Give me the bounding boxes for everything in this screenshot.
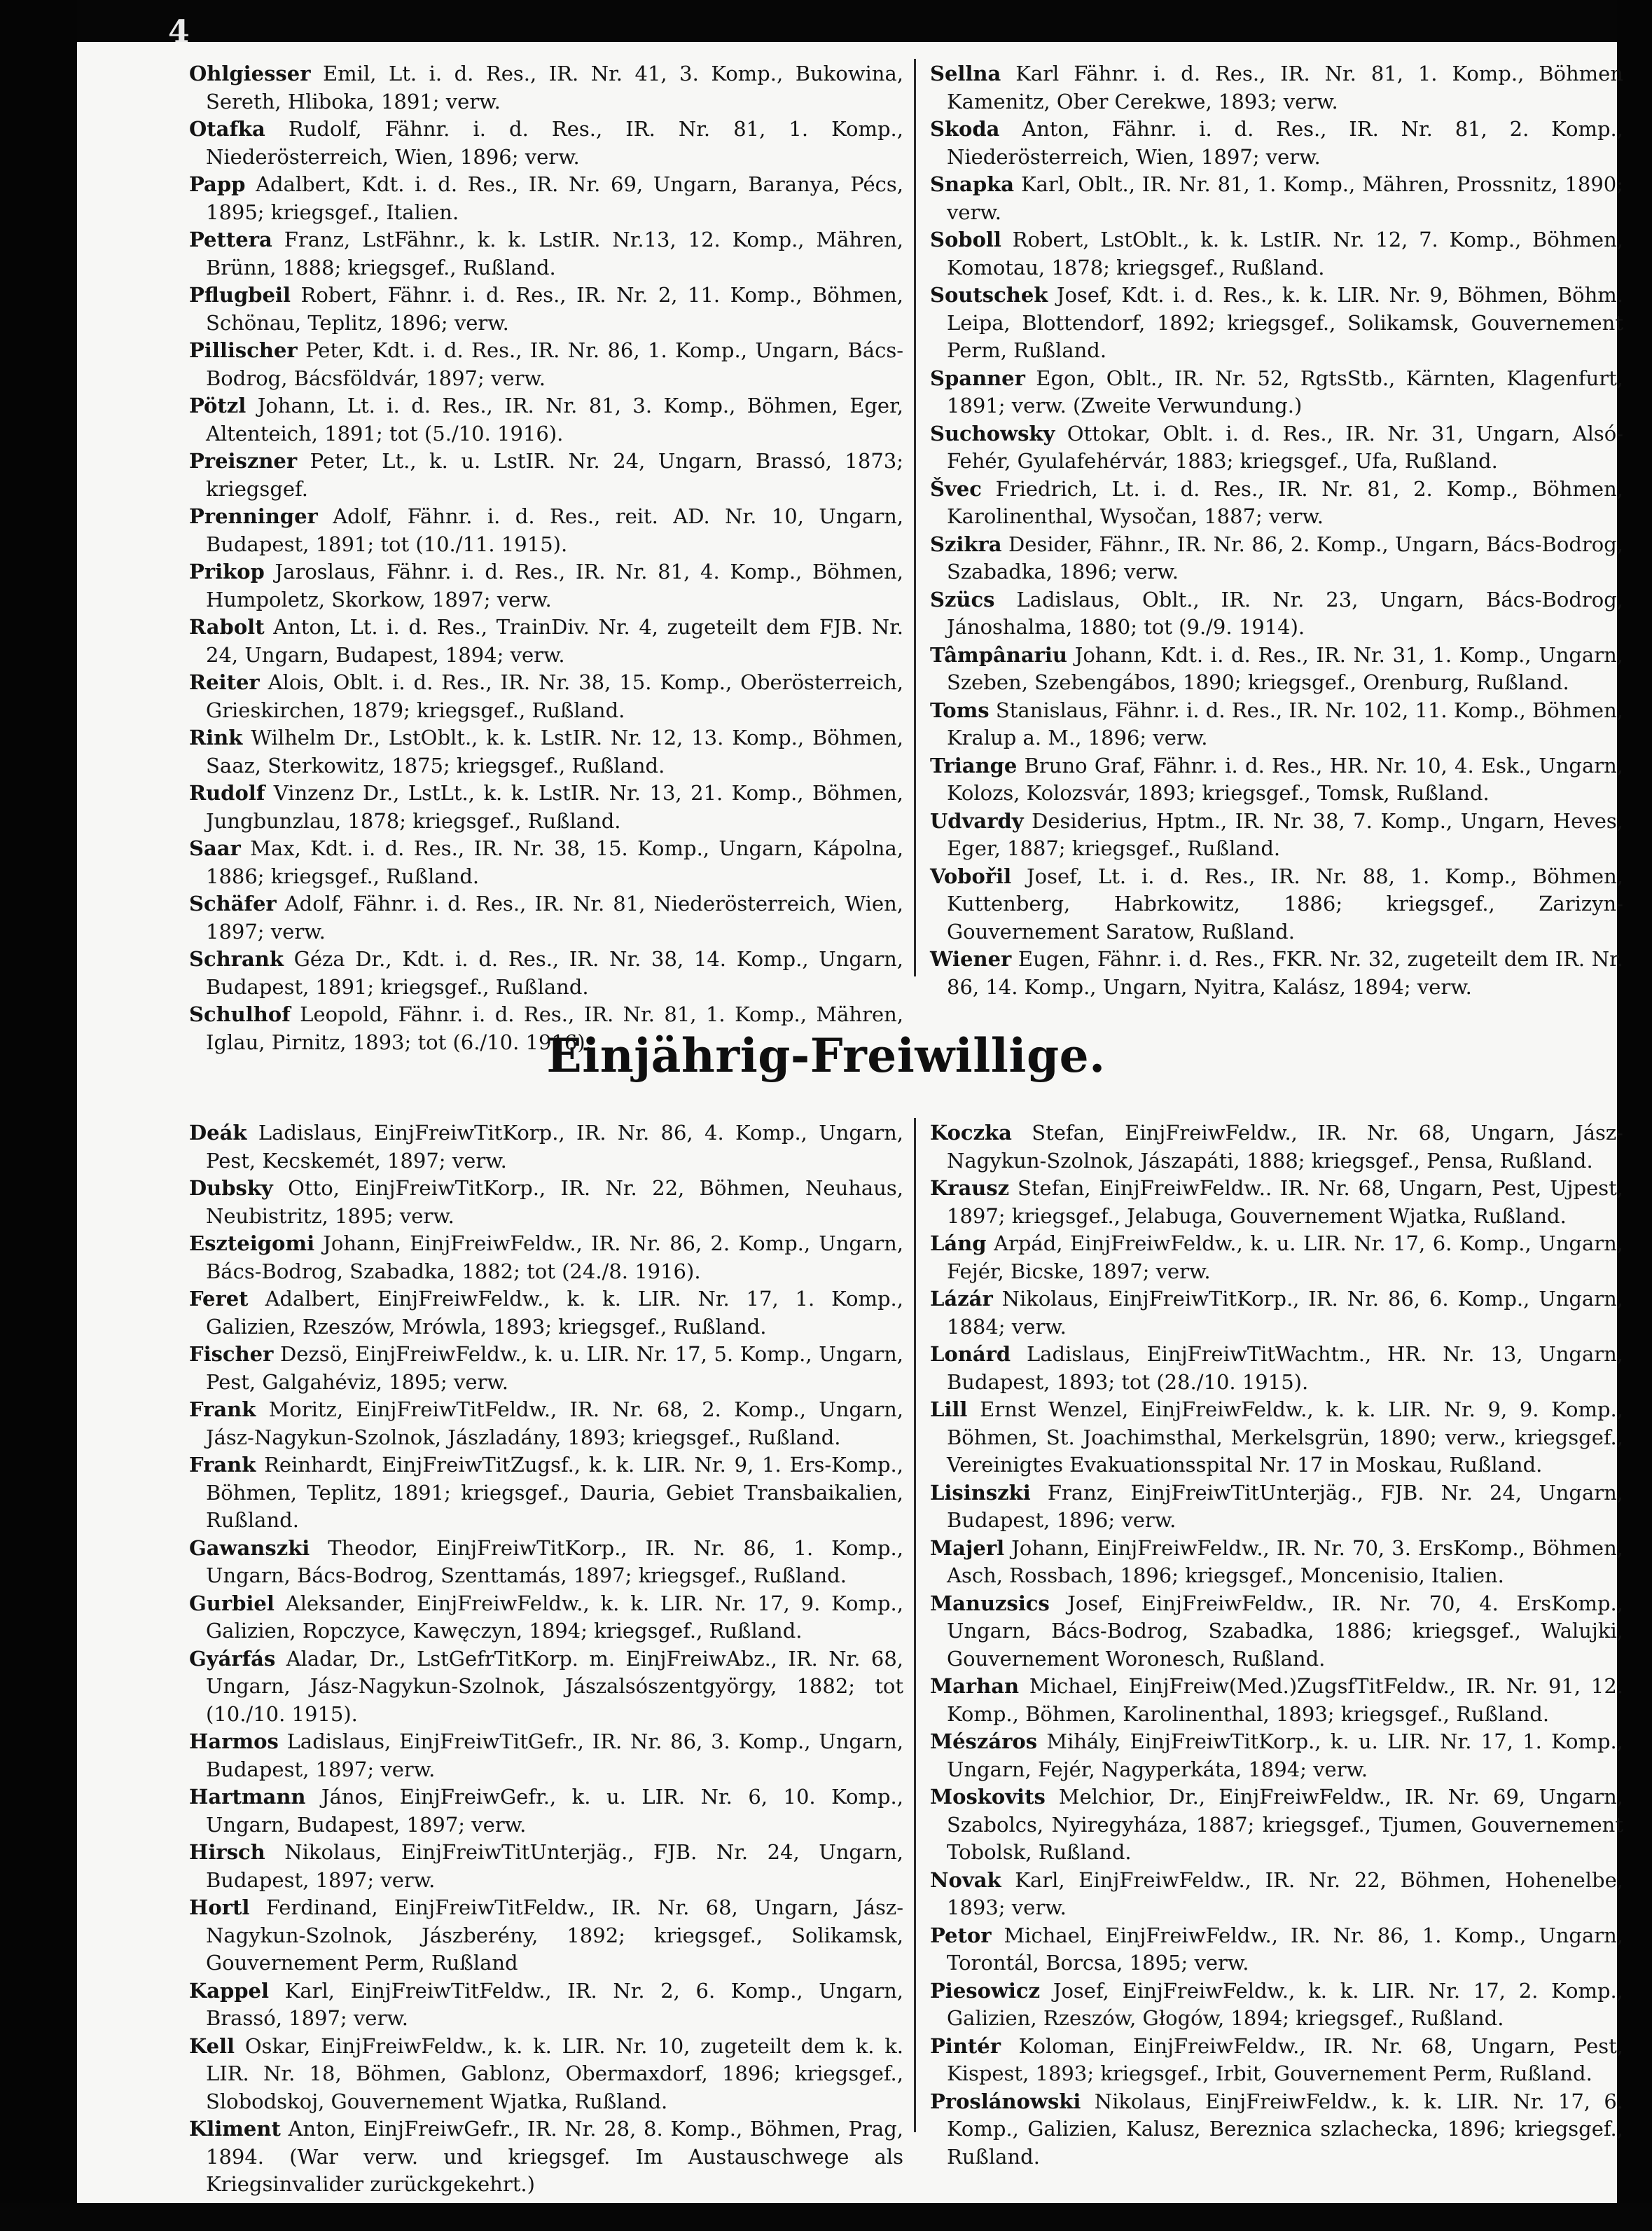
list-entry: [189, 448, 903, 503]
list-entry: [189, 226, 903, 282]
list-entry: [930, 420, 1623, 476]
entry-surname: Novak: [930, 1867, 1001, 1892]
list-entry: [189, 1728, 903, 1783]
entry-surname: Dubsky: [189, 1176, 273, 1200]
entry-surname: Pflugbeil: [189, 283, 291, 307]
entry-details: Karl, EinjFreiwFeldw., IR. Nr. 22, Böhmen, Hohenelbe, 1893; verw.: [947, 1867, 1623, 1919]
list-entry: [930, 1977, 1623, 2033]
list-entry: [930, 2033, 1623, 2088]
entry-details: Nikolaus, EinjFreiwTitKorp., IR. Nr. 86, 6. Komp., Ungarn, 1884; verw.: [947, 1287, 1623, 1339]
entry-details: Peter, Lt., k. u. LstIR. Nr. 24, Ungarn, Brassó, 1873; kriegsgef.: [206, 449, 903, 501]
entry-surname: Pintér: [930, 2033, 1001, 2058]
entry-details: Anton, EinjFreiwGefr., IR. Nr. 28, 8. Komp., Böhmen, Prag, 1894. (War verw. und kriegsgef. Im Austauschwege als Kriegsinvalider zurückgekehrt.): [206, 2117, 903, 2196]
list-entry: [189, 1285, 903, 1341]
entry-details: Robert, Fähnr. i. d. Res., IR. Nr. 2, 11. Komp., Böhmen, Schönau, Teplitz, 1896; verw.: [206, 283, 903, 335]
list-entry: [930, 1479, 1623, 1535]
entry-details: Max, Kdt. i. d. Res., IR. Nr. 38, 15. Komp., Ungarn, Kápolna, 1886; kriegsgef., Rußland.: [206, 836, 903, 888]
entry-surname: Frank: [189, 1397, 256, 1421]
entry-surname: Rink: [189, 726, 243, 750]
list-entry: [189, 1119, 903, 1175]
list-entry: [930, 1728, 1623, 1783]
volunteer-list-left-column: [189, 1119, 903, 2199]
list-entry: [189, 946, 903, 1001]
list-entry: [189, 724, 903, 780]
list-entry: [189, 614, 903, 669]
entry-details: Michael, EinjFreiw(Med.)ZugsfTitFeldw., IR. Nr. 91, 12. Komp., Böhmen, Karolinenthal, 1893; kriegsgef., Rußland.: [947, 1674, 1623, 1726]
entry-details: Karl, Oblt., IR. Nr. 81, 1. Komp., Mähren, Prossnitz, 1890; verw.: [947, 172, 1623, 224]
entry-surname: Marhan: [930, 1674, 1020, 1698]
entry-surname: Hirsch: [189, 1840, 265, 1864]
entry-surname: Kell: [189, 2033, 235, 2058]
entry-details: Emil, Lt. i. d. Res., IR. Nr. 41, 3. Komp., Bukowina, Sereth, Hliboka, 1891; verw.: [206, 62, 903, 113]
list-entry: [930, 171, 1623, 226]
entry-details: Vinzenz Dr., LstLt., k. k. LstIR. Nr. 13, 21. Komp., Böhmen, Jungbunzlau, 1878; kriegsgef., Rußland.: [206, 781, 903, 833]
entry-details: Adolf, Fähnr. i. d. Res., IR. Nr. 81, Niederösterreich, Wien, 1897; verw.: [206, 892, 903, 944]
entry-details: Moritz, EinjFreiwTitFeldw., IR. Nr. 68, 2. Komp., Ungarn, Jász-Nagykun-Szolnok, Jászladány, 1893; kriegsgef., Rußland.: [206, 1397, 903, 1449]
list-entry: [930, 1230, 1623, 1285]
list-entry: [189, 1175, 903, 1230]
entry-details: Koloman, EinjFreiwFeldw., IR. Nr. 68, Ungarn, Pest, Kispest, 1893; kriegsgef., Irbit, Gouvernement Perm, Rußland.: [947, 2033, 1623, 2085]
entry-details: Rudolf, Fähnr. i. d. Res., IR. Nr. 81, 1. Komp., Niederösterreich, Wien, 1896; verw.: [206, 117, 903, 169]
entry-surname: Snapka: [930, 172, 1014, 196]
entry-surname: Majerl: [930, 1535, 1005, 1560]
entry-surname: Szikra: [930, 532, 1002, 556]
entry-details: Anton, Fähnr. i. d. Res., IR. Nr. 81, 2. Komp., Niederösterreich, Wien, 1897; verw.: [947, 117, 1623, 169]
list-entry: [930, 1535, 1623, 1590]
entry-details: Ladislaus, EinjFreiwTitGefr., IR. Nr. 86, 3. Komp., Ungarn, Budapest, 1897; verw.: [206, 1729, 903, 1781]
entry-details: Adalbert, EinjFreiwFeldw., k. k. LIR. Nr. 17, 1. Komp., Galizien, Rzeszów, Mrówla, 1893; kriegsgef., Rußland.: [206, 1287, 903, 1339]
list-entry: [930, 946, 1623, 1001]
entry-surname: Rudolf: [189, 781, 265, 805]
list-entry: [930, 1396, 1623, 1479]
entry-surname: Triange: [930, 753, 1018, 778]
scan-border-left: [0, 0, 77, 2231]
entry-details: Stanislaus, Fähnr. i. d. Res., IR. Nr. 102, 11. Komp., Böhmen, Kralup a. M., 1896; verw.: [947, 698, 1623, 750]
entry-details: Nikolaus, EinjFreiwTitUnterjäg., FJB. Nr. 24, Ungarn, Budapest, 1897; verw.: [206, 1840, 903, 1892]
list-entry: [189, 1894, 903, 1977]
list-entry: [189, 337, 903, 392]
list-entry: [930, 697, 1623, 752]
entry-details: Nikolaus, EinjFreiwFeldw., k. k. LIR. Nr. 17, 6. Komp., Galizien, Kalusz, Bereznica szlachecka, 1896; kriegsgef., Rußland.: [947, 2089, 1623, 2169]
list-entry: [189, 1341, 903, 1396]
entry-surname: Pillischer: [189, 338, 298, 362]
entry-surname: Vobořil: [930, 864, 1012, 888]
entry-surname: Preiszner: [189, 449, 298, 473]
entry-details: Franz, EinjFreiwTitUnterjäg., FJB. Nr. 24, Ungarn, Budapest, 1896; verw.: [947, 1480, 1623, 1532]
entry-surname: Schrank: [189, 947, 284, 971]
entry-details: Stefan, EinjFreiwFeldw.. IR. Nr. 68, Ungarn, Pest, Ujpest, 1897; kriegsgef., Jelabuga, Gouvernement Wjatka, Rußland.: [947, 1176, 1623, 1228]
list-entry: [189, 780, 903, 835]
entry-surname: Schäfer: [189, 892, 277, 916]
list-entry: [189, 116, 903, 171]
entry-surname: Udvardy: [930, 808, 1024, 833]
page-number: 4: [168, 14, 190, 50]
list-entry: [930, 1119, 1623, 1175]
list-entry: [930, 1867, 1623, 1922]
entry-details: Friedrich, Lt. i. d. Res., IR. Nr. 81, 2. Komp., Böhmen, Karolinenthal, Wysočan, 1887; verw.: [947, 476, 1623, 528]
entry-surname: Pötzl: [189, 394, 247, 417]
entry-details: Oskar, EinjFreiwFeldw., k. k. LIR. Nr. 10, zugeteilt dem k. k. LIR. Nr. 18, Böhmen, Gablonz, Obermaxdorf, 1896; kriegsgef., Slobodskoj, Gouvernement Wjatka, Rußland.: [206, 2033, 903, 2113]
entry-surname: Sellna: [930, 62, 1001, 85]
list-entry: [189, 669, 903, 724]
entry-details: Franz, LstFähnr., k. k. LstIR. Nr.13, 12. Komp., Mähren, Brünn, 1888; kriegsgef., Rußland.: [206, 228, 903, 279]
entry-surname: Lisinszki: [930, 1480, 1031, 1505]
list-entry: [930, 226, 1623, 282]
list-entry: [930, 586, 1623, 642]
entry-surname: Krausz: [930, 1176, 1010, 1200]
entry-surname: Spanner: [930, 366, 1025, 390]
list-entry: [930, 1590, 1623, 1673]
entry-details: Aleksander, EinjFreiwFeldw., k. k. LIR. Nr. 17, 9. Komp., Galizien, Ropczyce, Kawęczyn, 1894; kriegsgef., Rußland.: [206, 1591, 903, 1643]
entry-surname: Lill: [930, 1397, 968, 1421]
entry-details: Karl Fähnr. i. d. Res., IR. Nr. 81, 1. Komp., Böhmen Kamenitz, Ober Cerekwe, 1893; verw.: [947, 62, 1623, 113]
list-entry: [930, 1673, 1623, 1728]
entry-details: Desiderius, Hptm., IR. Nr. 38, 7. Komp., Ungarn, Heves, Eger, 1887; kriegsgef., Rußland.: [947, 808, 1623, 860]
entry-surname: Gawanszki: [189, 1535, 310, 1560]
entry-surname: Ohlgiesser: [189, 62, 311, 85]
list-entry: [930, 863, 1623, 946]
entry-details: Johann, Kdt. i. d. Res., IR. Nr. 31, 1. Komp., Ungarn, Szeben, Szebengábos, 1890; kriegsgef., Orenburg, Rußland.: [947, 642, 1623, 694]
entry-surname: Pettera: [189, 228, 272, 251]
entry-details: Josef, EinjFreiwFeldw., IR. Nr. 70, 4. ErsKomp., Ungarn, Bács-Bodrog, Szabadka, 1886; kriegsgef., Walujki, Gouvernement Woronesch, Rußland.: [947, 1591, 1623, 1671]
entry-details: Bruno Graf, Fähnr. i. d. Res., HR. Nr. 10, 4. Esk., Ungarn, Kolozs, Kolozsvár, 1893; kriegsgef., Tomsk, Rußland.: [947, 753, 1623, 805]
list-entry: [189, 1977, 903, 2033]
list-entry: [930, 116, 1623, 171]
entry-details: Robert, LstOblt., k. k. LstIR. Nr. 12, 7. Komp., Böhmen, Komotau, 1878; kriegsgef., Rußland.: [947, 228, 1623, 279]
entry-surname: Kappel: [189, 1978, 270, 2003]
section-heading: Einjährig-Freiwillige.: [546, 1028, 1106, 1083]
entry-details: Anton, Lt. i. d. Res., TrainDiv. Nr. 4, zugeteilt dem FJB. Nr. 24, Ungarn, Budapest, 1894; verw.: [206, 615, 903, 667]
entry-surname: Skoda: [930, 117, 1000, 141]
entry-surname: Feret: [189, 1287, 249, 1311]
entry-surname: Gyárfás: [189, 1646, 276, 1671]
list-entry: [930, 808, 1623, 863]
entry-surname: Petor: [930, 1923, 992, 1947]
entry-details: Ernst Wenzel, EinjFreiwFeldw., k. k. LIR. Nr. 9, 9. Komp., Böhmen, St. Joachimsthal, Merkelsgrün, 1890; verw., kriegsgef., Vereinigtes Evakuationsspital Nr. 17 in Moskau, Rußland.: [947, 1397, 1623, 1477]
list-entry: [189, 282, 903, 337]
entry-surname: Fischer: [189, 1342, 274, 1366]
entry-surname: Papp: [189, 172, 246, 196]
entry-surname: Reiter: [189, 670, 260, 694]
entry-details: Peter, Kdt. i. d. Res., IR. Nr. 86, 1. Komp., Ungarn, Bács-Bodrog, Bácsföldvár, 1897; verw.: [206, 338, 903, 390]
column-divider-top: [914, 59, 916, 976]
entry-surname: Schulhof: [189, 1002, 291, 1026]
list-entry: [930, 282, 1623, 365]
entry-surname: Wiener: [930, 947, 1012, 971]
list-entry: [930, 531, 1623, 586]
list-entry: [189, 1396, 903, 1451]
list-entry: [189, 1839, 903, 1894]
entry-details: Eugen, Fähnr. i. d. Res., FKR. Nr. 32, zugeteilt dem IR. Nr. 86, 14. Komp., Ungarn, Nyitra, Kalász, 1894; verw.: [947, 947, 1623, 999]
entry-surname: Szücs: [930, 587, 995, 612]
entry-surname: Hartmann: [189, 1785, 306, 1809]
list-entry: [930, 2088, 1623, 2171]
entry-surname: Hortl: [189, 1895, 250, 1919]
entry-surname: Tâmpânariu: [930, 642, 1068, 667]
entry-details: Aladar, Dr., LstGefrTitKorp. m. EinjFreiwAbz., IR. Nr. 68, Ungarn, Jász-Nagykun-Szolnok, Jászalsószentgyörgy, 1882; tot (10./10. 1915).: [206, 1646, 903, 1726]
entry-details: Egon, Oblt., IR. Nr. 52, RgtsStb., Kärnten, Klagenfurt, 1891; verw. (Zweite Verwundung.): [947, 366, 1623, 417]
entry-details: Ladislaus, EinjFreiwTitWachtm., HR. Nr. 13, Ungarn, Budapest, 1893; tot (28./10. 1915).: [947, 1342, 1623, 1394]
entry-details: Ladislaus, Oblt., IR. Nr. 23, Ungarn, Bács-Bodrog, Jánoshalma, 1880; tot (9./9. 1914).: [947, 587, 1623, 639]
entry-details: Josef, Lt. i. d. Res., IR. Nr. 88, 1. Komp., Böhmen, Kuttenberg, Habrkowitz, 1886; kriegsgef., Zarizyn-Gouvernement Saratow, Rußland.: [947, 864, 1623, 944]
entry-details: János, EinjFreiwGefr., k. u. LIR. Nr. 6, 10. Komp., Ungarn, Budapest, 1897; verw.: [206, 1785, 903, 1837]
entry-details: Arpád, EinjFreiwFeldw., k. u. LIR. Nr. 17, 6. Komp., Ungarn, Fejér, Bicske, 1897; verw.: [947, 1231, 1623, 1283]
list-entry: [189, 60, 903, 116]
entry-surname: Kliment: [189, 2117, 281, 2141]
entry-details: Theodor, EinjFreiwTitKorp., IR. Nr. 86, 1. Komp., Ungarn, Bács-Bodrog, Szenttamás, 1897; kriegsgef., Rußland.: [206, 1535, 903, 1587]
entry-surname: Deák: [189, 1121, 247, 1145]
list-entry: [930, 1783, 1623, 1867]
entry-details: Michael, EinjFreiwFeldw., IR. Nr. 86, 1. Komp., Ungarn, Torontál, Borcsa, 1895; verw.: [947, 1923, 1623, 1975]
entry-surname: Otafka: [189, 117, 265, 141]
list-entry: [930, 752, 1623, 808]
entry-surname: Gurbiel: [189, 1591, 275, 1615]
list-entry: [189, 835, 903, 890]
list-entry: [189, 392, 903, 448]
entry-details: Ottokar, Oblt. i. d. Res., IR. Nr. 31, Ungarn, Alsó-Fehér, Gyulafehérvár, 1883; kriegsgef., Ufa, Rußland.: [947, 421, 1623, 473]
list-entry: [930, 1341, 1623, 1396]
entry-details: Adolf, Fähnr. i. d. Res., reit. AD. Nr. 10, Ungarn, Budapest, 1891; tot (10./11. 1915).: [206, 504, 903, 556]
entry-details: Johann, EinjFreiwFeldw., IR. Nr. 70, 3. ErsKomp., Böhmen, Asch, Rossbach, 1896; kriegsgef., Moncenisio, Italien.: [947, 1535, 1623, 1587]
entry-details: Josef, Kdt. i. d. Res., k. k. LIR. Nr. 9, Böhmen, Böhm. Leipa, Blottendorf, 1892; kriegsgef., Solikamsk, Gouvernement Perm, Rußland.: [947, 283, 1623, 362]
entry-surname: Mészáros: [930, 1729, 1038, 1753]
entry-surname: Prikop: [189, 560, 265, 583]
entry-details: Ladislaus, EinjFreiwTitKorp., IR. Nr. 86, 4. Komp., Ungarn, Pest, Kecskemét, 1897; verw.: [206, 1121, 903, 1173]
list-entry: [189, 171, 903, 226]
entry-surname: Lonárd: [930, 1342, 1011, 1366]
entry-surname: Soboll: [930, 228, 1001, 251]
list-entry: [930, 476, 1623, 531]
entry-surname: Eszteigomi: [189, 1231, 315, 1255]
list-entry: [930, 1285, 1623, 1341]
list-entry: [189, 1451, 903, 1535]
entry-details: Ferdinand, EinjFreiwTitFeldw., IR. Nr. 68, Ungarn, Jász-Nagykun-Szolnok, Jászberény, 1892; kriegsgef., Solikamsk, Gouvernement Perm, Rußland: [206, 1895, 903, 1975]
entry-surname: Saar: [189, 836, 241, 860]
list-entry: [930, 365, 1623, 420]
entry-surname: Soutschek: [930, 283, 1048, 307]
officer-list-right-column: [930, 60, 1623, 1001]
list-entry: [189, 1590, 903, 1645]
list-entry: [189, 503, 903, 558]
list-entry: [189, 1783, 903, 1839]
entry-surname: Toms: [930, 698, 990, 722]
entry-surname: Rabolt: [189, 615, 265, 639]
list-entry: [189, 2115, 903, 2199]
list-entry: [189, 890, 903, 946]
entry-details: Otto, EinjFreiwTitKorp., IR. Nr. 22, Böhmen, Neuhaus, Neubistritz, 1895; verw.: [206, 1176, 903, 1228]
entry-details: Mihály, EinjFreiwTitKorp., k. u. LIR. Nr. 17, 1. Komp., Ungarn, Fejér, Nagyperkáta, 1894; verw.: [947, 1729, 1623, 1781]
entry-details: Alois, Oblt. i. d. Res., IR. Nr. 38, 15. Komp., Oberösterreich, Grieskirchen, 1879; kriegsgef., Rußland.: [206, 670, 903, 722]
entry-details: Géza Dr., Kdt. i. d. Res., IR. Nr. 38, 14. Komp., Ungarn, Budapest, 1891; kriegsgef., Rußland.: [206, 947, 903, 999]
entry-surname: Láng: [930, 1231, 987, 1255]
entry-details: Johann, Lt. i. d. Res., IR. Nr. 81, 3. Komp., Böhmen, Eger, Altenteich, 1891; tot (5./10. 1916).: [206, 394, 903, 445]
volunteer-list-right-column: [930, 1119, 1623, 2171]
entry-surname: Proslánowski: [930, 2089, 1081, 2113]
entry-surname: Lázár: [930, 1287, 993, 1311]
entry-details: Dezsö, EinjFreiwFeldw., k. u. LIR. Nr. 17, 5. Komp., Ungarn, Pest, Galgahéviz, 1895; verw.: [206, 1342, 903, 1394]
entry-details: Josef, EinjFreiwFeldw., k. k. LIR. Nr. 17, 2. Komp., Galizien, Rzeszów, Głogów, 1894; kriegsgef., Rußland.: [947, 1978, 1623, 2030]
list-entry: [930, 60, 1623, 116]
entry-surname: Moskovits: [930, 1785, 1046, 1809]
entry-surname: Prenninger: [189, 504, 318, 528]
entry-surname: Frank: [189, 1453, 256, 1477]
entry-surname: Suchowsky: [930, 421, 1055, 445]
column-divider-bottom: [914, 1118, 916, 2132]
list-entry: [930, 1175, 1623, 1230]
entry-surname: Piesowicz: [930, 1978, 1041, 2003]
entry-details: Stefan, EinjFreiwFeldw., IR. Nr. 68, Ungarn, Jász-Nagykun-Szolnok, Jászapáti, 1888; kriegsgef., Pensa, Rußland.: [947, 1121, 1623, 1173]
entry-surname: Manuzsics: [930, 1591, 1050, 1615]
entry-details: Adalbert, Kdt. i. d. Res., IR. Nr. 69, Ungarn, Baranya, Pécs, 1895; kriegsgef., Italien.: [206, 172, 903, 224]
officer-list-left-column: [189, 60, 903, 1056]
entry-details: Reinhardt, EinjFreiwTitZugsf., k. k. LIR. Nr. 9, 1. Ers-Komp., Böhmen, Teplitz, 1891; kriegsgef., Dauria, Gebiet Transbaikalien, Rußland.: [206, 1453, 903, 1532]
list-entry: [189, 558, 903, 614]
list-entry: [189, 2033, 903, 2116]
scan-border-bottom: [0, 2203, 1652, 2231]
entry-surname: Harmos: [189, 1729, 279, 1753]
entry-surname: Koczka: [930, 1121, 1012, 1145]
list-entry: [189, 1645, 903, 1729]
entry-details: Melchior, Dr., EinjFreiwFeldw., IR. Nr. 69, Ungarn, Szabolcs, Nyiregyháza, 1887; kriegsgef., Tjumen, Gouvernement Tobolsk, Rußland.: [947, 1785, 1623, 1864]
scan-border-top: [0, 0, 1652, 42]
entry-details: Karl, EinjFreiwTitFeldw., IR. Nr. 2, 6. Komp., Ungarn, Brassó, 1897; verw.: [206, 1978, 903, 2030]
entry-details: Johann, EinjFreiwFeldw., IR. Nr. 86, 2. Komp., Ungarn, Bács-Bodrog, Szabadka, 1882; tot (24./8. 1916).: [206, 1231, 903, 1283]
entry-details: Jaroslaus, Fähnr. i. d. Res., IR. Nr. 81, 4. Komp., Böhmen, Humpoletz, Skorkow, 1897; verw.: [206, 560, 903, 612]
list-entry: [930, 1922, 1623, 1977]
entry-surname: Švec: [930, 476, 982, 501]
list-entry: [189, 1535, 903, 1590]
entry-details: Leopold, Fähnr. i. d. Res., IR. Nr. 81, 1. Komp., Mähren, Iglau, Pirnitz, 1893; tot (6./10. 1916).: [206, 1002, 903, 1054]
entry-details: Wilhelm Dr., LstOblt., k. k. LstIR. Nr. 12, 13. Komp., Böhmen, Saaz, Sterkowitz, 1875; kriegsgef., Rußland.: [206, 726, 903, 778]
list-entry: [930, 642, 1623, 697]
entry-details: Desider, Fähnr., IR. Nr. 86, 2. Komp., Ungarn, Bács-Bodrog, Szabadka, 1896; verw.: [947, 532, 1623, 583]
list-entry: [189, 1230, 903, 1285]
